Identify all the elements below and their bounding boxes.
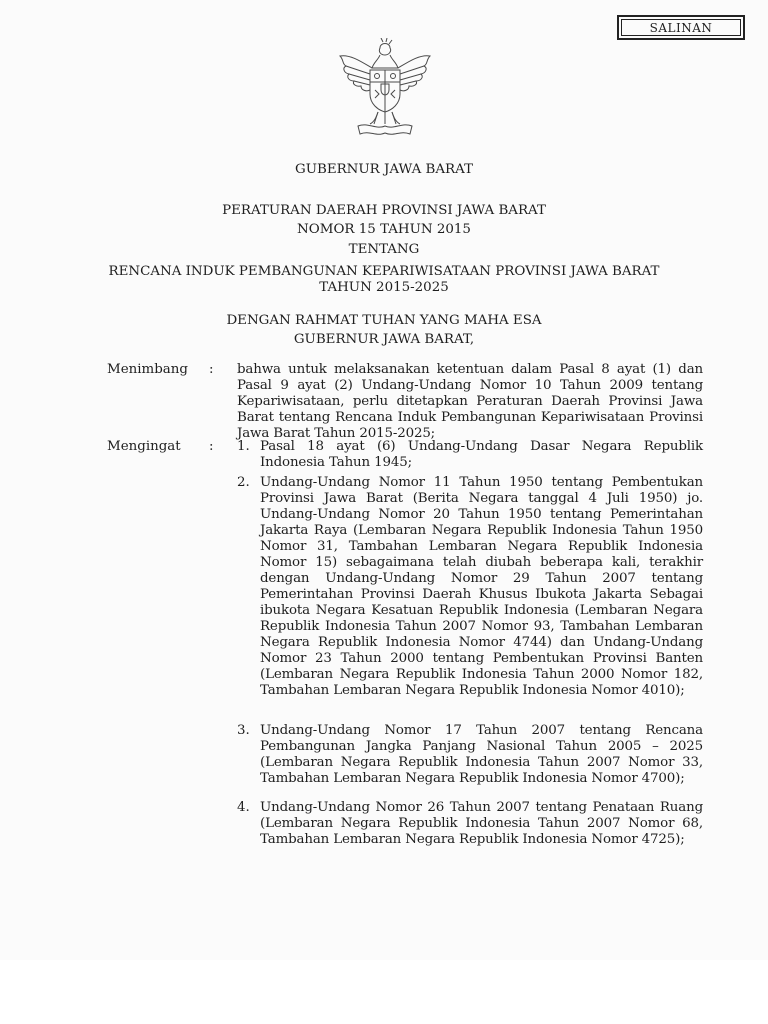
mengingat-item-text: Pasal 18 ayat (6) Undang-Undang Dasar Negara Republik Indonesia Tahun 1945; [260, 439, 703, 470]
mengingat-item-text: Undang-Undang Nomor 26 Tahun 2007 tentang Penataan Ruang (Lembaran Negara Republik Indonesia Tahun 2007 Nomor 68, Tambahan Lembaran Negara Republik Indonesia Nomor 4725); [260, 800, 703, 847]
mengingat-item-number: 1. [237, 439, 250, 454]
mengingat-label: Mengingat [107, 439, 181, 454]
regulation-number: NOMOR 15 TAHUN 2015 [297, 222, 471, 237]
mengingat-item-number: 3. [237, 723, 250, 738]
about-heading: TENTANG [348, 242, 420, 257]
page-bottom-margin [0, 960, 768, 1024]
menimbang-text: bahwa untuk melaksanakan ketentuan dalam Pasal 8 ayat (1) dan Pasal 9 ayat (2) Undang-Undang Nomor 10 Tahun 2009 tentang Kepariwisataan, perlu ditetapkan Peraturan Daerah Provinsi Jawa Barat tentang Rencana Induk Pembangunan Kepariwisataan Provinsi Jawa Barat Tahun 2015-2025; [237, 362, 703, 441]
mengingat-item-text: Undang-Undang Nomor 17 Tahun 2007 tentang Rencana Pembangunan Jangka Panjang Nasional Tahun 2005 – 2025 (Lembaran Negara Republik Indonesia Tahun 2007 Nomor 33, Tambahan Lembaran Negara Republik Indonesia Nomor 4700); [260, 723, 703, 786]
salinan-stamp [617, 15, 745, 40]
regulation-title-line-2: TAHUN 2015-2025 [319, 280, 449, 295]
garuda-pancasila-emblem-icon [334, 38, 436, 138]
mengingat-item-text: Undang-Undang Nomor 11 Tahun 1950 tentang Pembentukan Provinsi Jawa Barat (Berita Negara tanggal 4 Juli 1950) jo. Undang-Undang Nomor 20 Tahun 1950 tentang Pemerintahan Jakarta Raya (Lembaran Negara Republik Indonesia Tahun 1950 Nomor 31, Tambahan Lembaran Negara Republik Indonesia Nomor 15) sebagaimana telah diubah beberapa kali, terakhir dengan Undang-Undang Nomor 29 Tahun 2007 tentang Pemerintahan Provinsi Daerah Khusus Ibukota Jakarta Sebagai ibukota Negara Kesatuan Republik Indonesia (Lembaran Negara Republik Indonesia Tahun 2007 Nomor 93, Tambahan Lembaran Negara Republik Indonesia Nomor 4744) dan Undang-Undang Nomor 23 Tahun 2000 tentang Pembentukan Provinsi Banten (Lembaran Negara Republik Indonesia Tahun 2000 Nomor 182, Tambahan Lembaran Negara Republik Indonesia Nomor 4010); [260, 475, 703, 698]
regulation-title-line-1: RENCANA INDUK PEMBANGUNAN KEPARIWISATAAN PROVINSI JAWA BARAT [108, 264, 660, 279]
menimbang-label: Menimbang [107, 362, 188, 377]
stamp-inner-border [621, 19, 741, 36]
stamp-label: SALINAN [649, 20, 713, 35]
governor-line: GUBERNUR JAWA BARAT, [293, 332, 475, 347]
regulation-heading: PERATURAN DAERAH PROVINSI JAWA BARAT [222, 203, 546, 218]
menimbang-colon: : [209, 362, 214, 377]
mengingat-item-number: 4. [237, 800, 250, 815]
mengingat-item-number: 2. [237, 475, 250, 490]
blessing-line: DENGAN RAHMAT TUHAN YANG MAHA ESA [226, 313, 542, 328]
mengingat-colon: : [209, 439, 214, 454]
issuer-heading: GUBERNUR JAWA BARAT [295, 162, 473, 177]
